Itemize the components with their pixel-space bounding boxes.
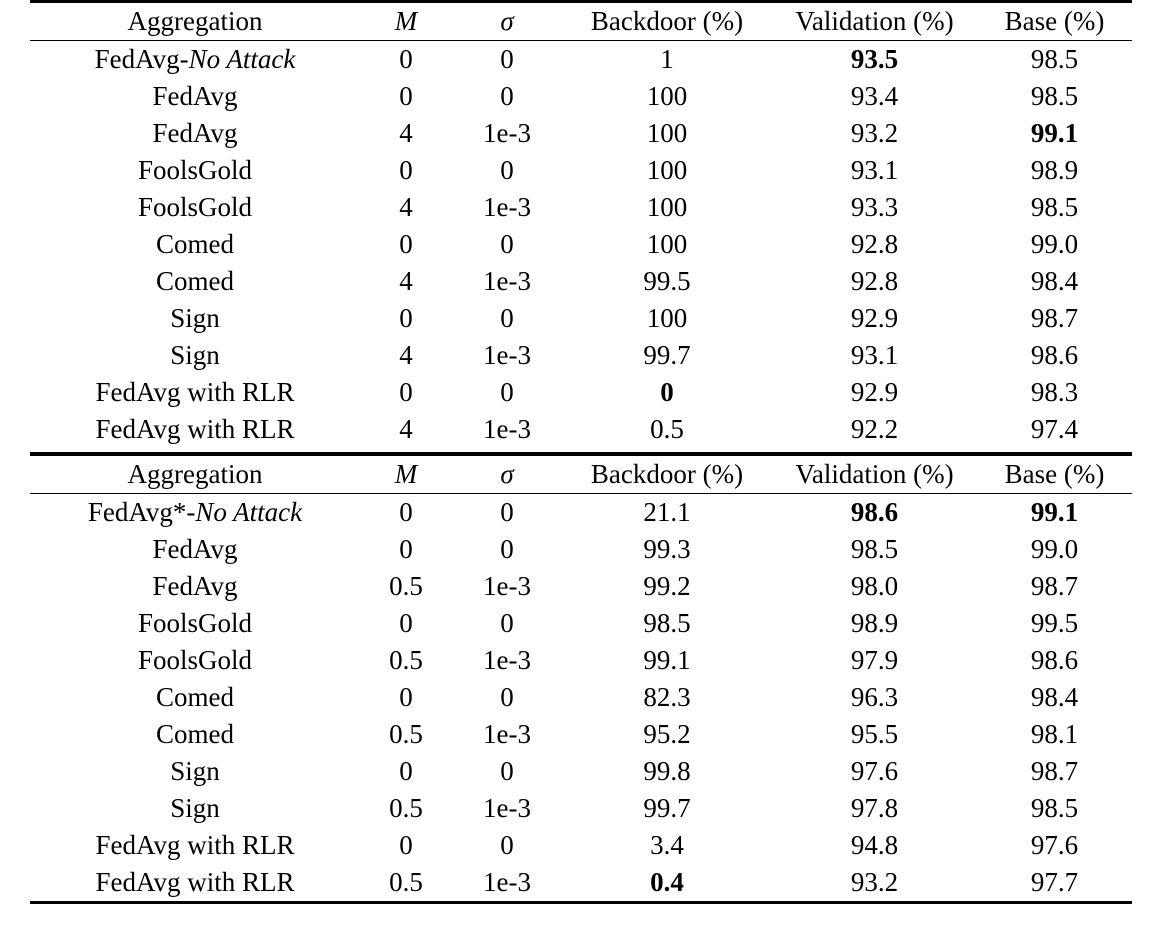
table-cell: 100: [646, 155, 688, 185]
table-header-row: [30, 2, 1132, 41]
table-cell: 0.5: [360, 864, 452, 903]
table-cell: 0: [500, 303, 514, 333]
table-cell: Sign: [170, 756, 220, 786]
table-cell: FoolsGold: [137, 645, 253, 675]
table-cell: 0: [399, 756, 413, 786]
table-row: [30, 568, 1132, 605]
table-row: [30, 494, 1132, 532]
column-header: σ: [452, 2, 562, 41]
table-cell: 0: [452, 494, 562, 532]
table-cell: FedAvg with RLR: [95, 830, 295, 860]
table-cell: 0.5: [389, 645, 423, 675]
table-cell: 98.6: [1030, 645, 1079, 675]
table-cell: 0.5: [389, 719, 423, 749]
table-cell: 99.5: [1030, 608, 1079, 638]
table-cell: 99.0: [1030, 534, 1079, 564]
table-row: [30, 78, 1132, 115]
table-cell: 0: [399, 303, 413, 333]
column-header: Aggregation: [30, 2, 360, 41]
table-cell: Sign: [170, 303, 220, 333]
table-cell: Comed: [156, 719, 234, 749]
table-cell: 98.5: [850, 534, 899, 564]
table-cell: 0: [500, 155, 514, 185]
table-cell: Sign: [170, 340, 220, 370]
table-cell: 0: [399, 682, 413, 712]
table-cell: 98.9: [1030, 155, 1079, 185]
table-cell: 0: [500, 229, 514, 259]
table-cell: 92.8: [850, 229, 899, 259]
table-cell: 99.8: [643, 756, 691, 786]
table-cell: 93.2: [850, 118, 899, 148]
results-table-top: [30, 0, 1132, 454]
table-cell: 4: [399, 192, 413, 222]
table-cell: 1e-3: [483, 118, 531, 148]
table-cell: 0: [500, 81, 514, 111]
table-cell: 92.2: [850, 414, 899, 444]
table-cell: 0: [660, 377, 674, 407]
table-cell: 1e-3: [483, 414, 531, 444]
table-cell: 93.5: [772, 41, 977, 79]
table-row: [30, 263, 1132, 300]
column-header: Aggregation: [30, 455, 360, 494]
table-row: [30, 226, 1132, 263]
table-cell: FedAvg: [152, 534, 238, 564]
table-cell: 96.3: [850, 682, 899, 712]
table-cell: FoolsGold: [137, 608, 253, 638]
table-cell: 0: [500, 756, 514, 786]
table-cell: 1e-3: [452, 864, 562, 903]
table-cell: 0.4: [562, 864, 772, 903]
table-cell: FedAvg with RLR: [95, 377, 295, 407]
table-cell: 92.9: [850, 303, 899, 333]
table-cell: 0: [500, 682, 514, 712]
table-cell: 93.3: [850, 192, 899, 222]
table-row: [30, 827, 1132, 864]
table-cell: FoolsGold: [137, 155, 253, 185]
table-cell: 1e-3: [483, 719, 531, 749]
table-cell: 99.1: [977, 494, 1132, 532]
table-cell: 4: [399, 414, 413, 444]
table-cell: 98.4: [1030, 266, 1079, 296]
table-cell: Sign: [170, 793, 220, 823]
table-cell: 98.5: [1030, 81, 1079, 111]
table-cell: 4: [399, 266, 413, 296]
column-header: Validation (%): [772, 2, 977, 41]
table-cell: FoolsGold: [137, 192, 253, 222]
table-cell: 0: [500, 608, 514, 638]
table-cell: FedAvg: [152, 571, 238, 601]
table-row: [30, 753, 1132, 790]
table-cell: 97.7: [977, 864, 1132, 903]
table-cell: 0: [360, 494, 452, 532]
table-cell: FedAvg-No Attack: [30, 41, 360, 79]
table-cell: 94.8: [850, 830, 899, 860]
column-header: M: [360, 455, 452, 494]
table-row: [30, 337, 1132, 374]
table-cell: Comed: [156, 682, 234, 712]
table-row: [30, 864, 1132, 903]
table-cell: 0: [399, 377, 413, 407]
table-cell: 98.0: [850, 571, 899, 601]
table-cell: 99.3: [643, 534, 691, 564]
table-cell: 97.9: [850, 645, 899, 675]
table-cell: 0: [452, 41, 562, 79]
table-cell: 99.2: [643, 571, 691, 601]
table-cell: 1e-3: [483, 192, 531, 222]
table-cell: 98.4: [1030, 682, 1079, 712]
table-cell: 1e-3: [483, 645, 531, 675]
table-cell: 1e-3: [483, 571, 531, 601]
table-bottom-body: [30, 455, 1132, 903]
table-cell: FedAvg with RLR: [95, 414, 295, 444]
table-cell: FedAvg*-No Attack: [30, 494, 360, 532]
table-row: [30, 374, 1132, 411]
table-cell: 0: [500, 830, 514, 860]
table-cell: 97.4: [1030, 414, 1079, 444]
table-cell: 93.2: [772, 864, 977, 903]
table-cell: 98.7: [1030, 756, 1079, 786]
table-cell: 97.8: [850, 793, 899, 823]
table-row: [30, 716, 1132, 753]
table-cell: 0.5: [650, 414, 684, 444]
table-cell: 100: [646, 192, 688, 222]
table-cell: 0: [399, 830, 413, 860]
table-cell: 98.7: [1030, 303, 1079, 333]
table-cell: Comed: [156, 266, 234, 296]
table-cell: 93.1: [850, 340, 899, 370]
table-cell: 99.7: [643, 340, 691, 370]
table-cell: 97.6: [1030, 830, 1079, 860]
table-cell: 92.9: [850, 377, 899, 407]
table-row: [30, 679, 1132, 716]
table-row: [30, 152, 1132, 189]
table-cell: 0: [399, 534, 413, 564]
table-cell: 98.1: [1030, 719, 1079, 749]
table-cell: 82.3: [643, 682, 691, 712]
table-row: [30, 531, 1132, 568]
table-cell: 99.1: [643, 645, 691, 675]
table-cell: FedAvg: [152, 81, 238, 111]
table-cell: 1: [562, 41, 772, 79]
table-cell: FedAvg with RLR: [30, 864, 360, 903]
table-separator-rule: [30, 448, 1132, 453]
table-cell: 99.0: [1030, 229, 1079, 259]
table-row: [30, 790, 1132, 827]
table-row: [30, 41, 1132, 79]
table-cell: 0: [360, 41, 452, 79]
table-cell: 1e-3: [483, 266, 531, 296]
table-cell: 100: [646, 229, 688, 259]
table-cell: 93.1: [850, 155, 899, 185]
table-cell: 1e-3: [483, 340, 531, 370]
table-top-body: [30, 2, 1132, 454]
table-cell: 4: [399, 340, 413, 370]
table-cell: 95.5: [850, 719, 899, 749]
table-cell: 92.8: [850, 266, 899, 296]
table-cell: 0: [399, 229, 413, 259]
table-cell: 0.5: [389, 793, 423, 823]
column-header: Base (%): [977, 2, 1132, 41]
table-cell: FedAvg: [152, 118, 238, 148]
column-header: Validation (%): [772, 455, 977, 494]
table-cell: 0: [399, 608, 413, 638]
table-cell: 0: [399, 155, 413, 185]
table-cell: 98.9: [850, 608, 899, 638]
table-cell: 98.3: [1030, 377, 1079, 407]
table-cell: 0: [399, 81, 413, 111]
table-row: [30, 115, 1132, 152]
table-cell: 97.6: [850, 756, 899, 786]
table-row: [30, 300, 1132, 337]
results-table-bottom: [30, 454, 1132, 904]
table-cell: 99.1: [1030, 118, 1079, 148]
column-header: Base (%): [977, 455, 1132, 494]
table-row: [30, 189, 1132, 226]
table-header-row: [30, 455, 1132, 494]
table-cell: 98.5: [977, 41, 1132, 79]
table-cell: 93.4: [850, 81, 899, 111]
table-cell: 100: [646, 303, 688, 333]
table-row: [30, 642, 1132, 679]
table-cell: 3.4: [650, 830, 684, 860]
table-cell: 98.5: [643, 608, 691, 638]
table-cell: 0.5: [389, 571, 423, 601]
table-cell: 1e-3: [483, 793, 531, 823]
table-cell: 98.5: [1030, 192, 1079, 222]
table-cell: 98.6: [1030, 340, 1079, 370]
table-cell: 95.2: [643, 719, 691, 749]
table-cell: 98.5: [1030, 793, 1079, 823]
table-cell: 98.6: [772, 494, 977, 532]
table-cell: 99.5: [643, 266, 691, 296]
table-cell: 99.7: [643, 793, 691, 823]
column-header: σ: [452, 455, 562, 494]
column-header: M: [360, 2, 452, 41]
table-cell: 98.7: [1030, 571, 1079, 601]
table-row: [30, 605, 1132, 642]
table-cell: Comed: [156, 229, 234, 259]
table-cell: 4: [399, 118, 413, 148]
column-header: Backdoor (%): [562, 2, 772, 41]
table-row: [30, 411, 1132, 448]
column-header: Backdoor (%): [562, 455, 772, 494]
table-cell: 21.1: [562, 494, 772, 532]
table-cell: 0: [500, 534, 514, 564]
table-cell: 100: [646, 118, 688, 148]
table-cell: 100: [646, 81, 688, 111]
table-cell: 0: [500, 377, 514, 407]
